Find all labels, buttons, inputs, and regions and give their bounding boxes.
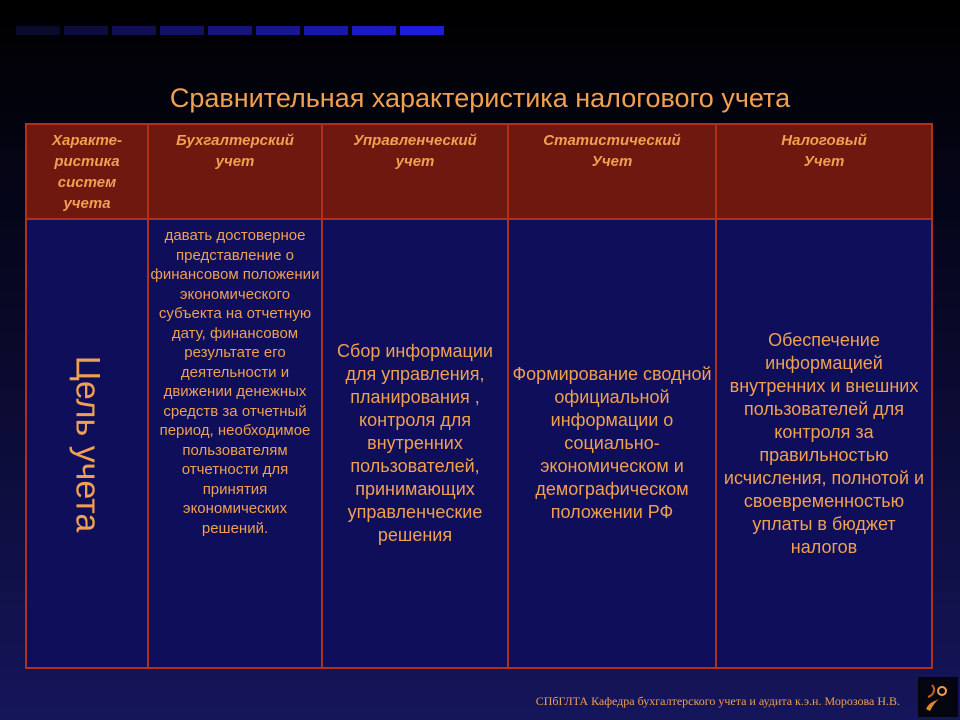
stripe bbox=[160, 26, 204, 35]
header-cell bbox=[26, 124, 148, 219]
stripe bbox=[256, 26, 300, 35]
stripe bbox=[64, 26, 108, 35]
slide-title: Сравнительная характеристика налогового учета bbox=[169, 83, 791, 113]
header-statistical: Статистический Учет bbox=[543, 132, 681, 170]
row-label-cell bbox=[26, 219, 148, 668]
header-cell bbox=[716, 124, 932, 219]
footer-credits: СПбГЛТА Кафедра бухгалтерского учета и аудита к.э.н. Морозова Н.В. bbox=[535, 694, 900, 708]
cell-management: Сбор информации для управления, планирования , контроля для внутренних пользователей, принимающих управленческие решения bbox=[322, 219, 508, 668]
row-label: Цель учета bbox=[68, 355, 107, 532]
stripe bbox=[208, 26, 252, 35]
header-accounting: Бухгалтерский учет bbox=[176, 132, 294, 170]
comparison-table bbox=[25, 123, 933, 669]
cell-accounting: давать достоверное представление о финансовом положении экономического субъекта на отчетную дату, финансовом результате его деятельности и движении денежных средств за отчетный период, необходимое пользователям отчетности для принятия экономических решений. bbox=[148, 219, 322, 668]
header-cell bbox=[322, 124, 508, 219]
stripe bbox=[400, 26, 444, 35]
table-header-row bbox=[26, 124, 932, 219]
header-characteristic: Характе- ристика систем учета bbox=[52, 132, 122, 212]
table-row bbox=[26, 219, 932, 668]
stripe bbox=[352, 26, 396, 35]
header-cell bbox=[148, 124, 322, 219]
header-management: Управленческий учет bbox=[353, 132, 477, 170]
cell-tax: Обеспечение информацией внутренних и внешних пользователей для контроля за правильностью исчисления, полнотой и своевременностью уплаты в бюджет налогов bbox=[716, 219, 932, 668]
decorative-stripes bbox=[16, 26, 444, 35]
stripe bbox=[304, 26, 348, 35]
stripe bbox=[16, 26, 60, 35]
stripe bbox=[112, 26, 156, 35]
cell-statistical: Формирование сводной официальной информации о социально-экономическом и демографическом положении РФ bbox=[508, 219, 716, 668]
university-logo-icon bbox=[918, 677, 958, 717]
header-tax: Налоговый Учет bbox=[781, 132, 867, 170]
header-cell bbox=[508, 124, 716, 219]
